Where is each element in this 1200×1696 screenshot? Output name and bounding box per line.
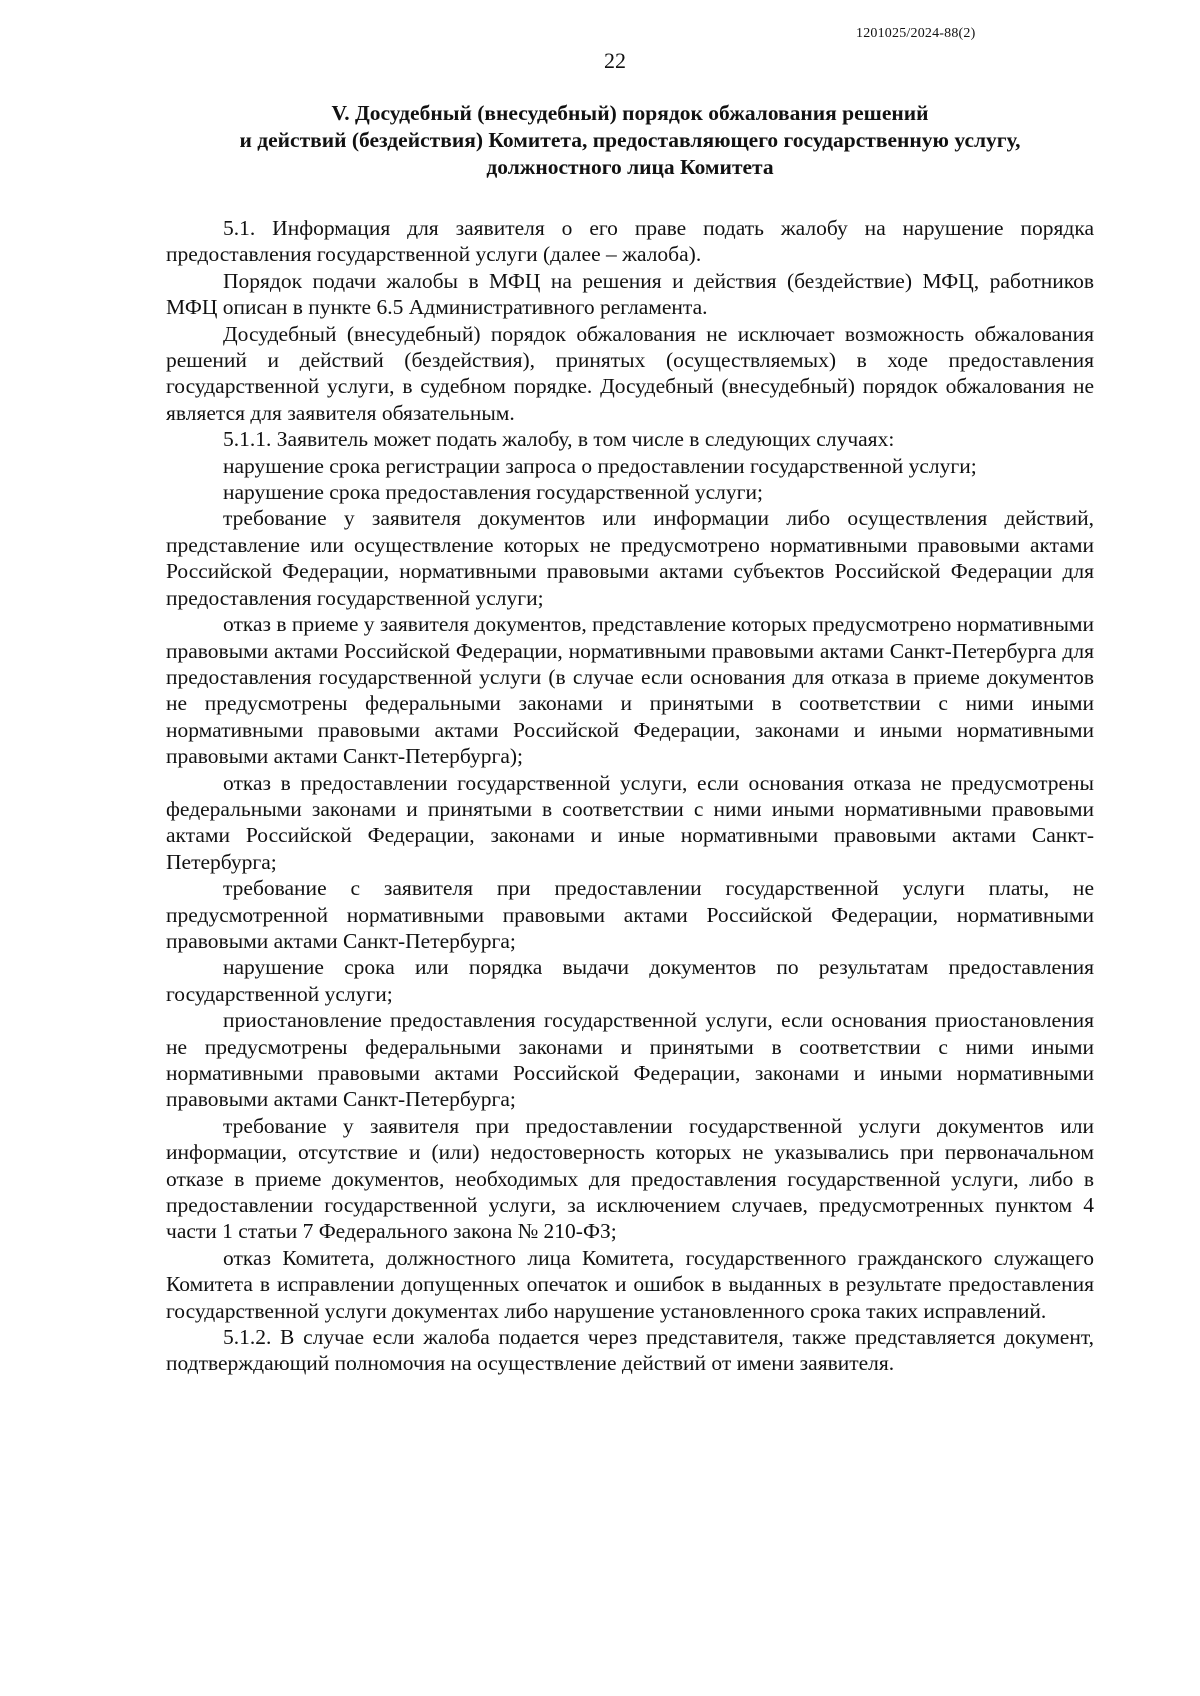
document-body [166,215,1094,1377]
list-item-refusal-service: отказ в предоставлении государственной услуги, если основания отказа не предусмотрены федеральными законами и принятыми в соответствии с ними иными нормативными правовыми актами Российской Федерации, законами и иные нормативными правовыми актами Санкт-Петербурга; [166,770,1094,874]
section-heading-line: V. Досудебный (внесудебный) порядок обжалования решений [331,101,929,125]
list-item-issuance-violation: нарушение срока или порядка выдачи документов по результатам предоставления государственной услуги; [166,955,1094,1006]
section-heading [166,100,1094,181]
list-item-unlawful-fee: требование с заявителя при предоставлении государственной услуги платы, не предусмотренной нормативными правовыми актами Российской Федерации, нормативными правовыми актами Санкт-Петербурга; [166,876,1094,953]
list-item-registration-deadline: нарушение срока регистрации запроса о предоставлении государственной услуги; [223,453,977,478]
document-number: 1201025/2024-88(2) [856,26,976,41]
paragraph-pretrial-procedure: Досудебный (внесудебный) порядок обжалования не исключает возможность обжалования решений и действий (бездействия), принятых (осуществляемых) в ходе предоставления государственной услуги, в судебном порядке. Досудебный (внесудебный) порядок обжалования не является для заявителя обязательным. [166,321,1094,425]
paragraph-5-1-1: 5.1.1. Заявитель может подать жалобу, в том числе в следующих случаях: [223,427,895,452]
list-item-missing-documents: требование у заявителя при предоставлении государственной услуги документов или информации, отсутствие и (или) недостоверность которых не указывались при первоначальном отказе в приеме документов, необходимых для предоставления государственной услуги, либо в предоставлении государственной услуги, за исключением случаев, предусмотренных пунктом 4 части 1 статьи 7 Федерального закона № 210-ФЗ; [166,1113,1094,1244]
list-item-excess-documents: требование у заявителя документов или информации либо осуществления действий, представление или осуществление которых не предусмотрено нормативными правовыми актами Российской Федерации, нормативными правовыми актами субъектов Российской Федерации для предоставления государственной услуги; [166,506,1094,610]
list-item-correction-refusal: отказ Комитета, должностного лица Комитета, государственного гражданского служащего Комитета в исправлении допущенных опечаток и ошибок в выданных в результате предоставления государственной услуги документах либо нарушение установленного срока таких исправлений. [166,1245,1094,1323]
paragraph-5-1-2: 5.1.2. В случае если жалоба подается через представителя, также представляется документ, подтверждающий полномочия на осуществление действий от имени заявителя. [166,1325,1094,1376]
section-heading-line: и действий (бездействия) Комитета, предоставляющего государственную услугу, [239,128,1021,152]
section-heading-line: должностного лица Комитета [486,155,774,179]
paragraph-mfc-procedure: Порядок подачи жалобы в МФЦ на решения и действия (бездействие) МФЦ, работников МФЦ описан в пункте 6.5 Административного регламента. [166,268,1094,320]
page-number: 22 [604,48,626,73]
list-item-service-deadline: нарушение срока предоставления государственной услуги; [223,480,763,505]
list-item-refusal-acceptance: отказ в приеме у заявителя документов, представление которых предусмотрено нормативными правовыми актами Российской Федерации, нормативными правовыми актами Санкт-Петербурга для предоставления государственной услуги (в случае если основания для отказа в приеме документов не предусмотрены федеральными законами и принятыми в соответствии с ними иными нормативными правовыми актами Российской Федерации, законами и иными нормативными правовыми актами Санкт-Петербурга); [166,612,1095,769]
paragraph-5-1: 5.1. Информация для заявителя о его праве подать жалобу на нарушение порядка предоставления государственной услуги (далее – жалоба). [166,216,1094,267]
list-item-suspension: приостановление предоставления государственной услуги, если основания приостановления не предусмотрены федеральными законами и принятыми в соответствии с ними иными нормативными правовыми актами Российской Федерации, законами и иными нормативными правовыми актами Санкт-Петербурга; [166,1008,1094,1112]
